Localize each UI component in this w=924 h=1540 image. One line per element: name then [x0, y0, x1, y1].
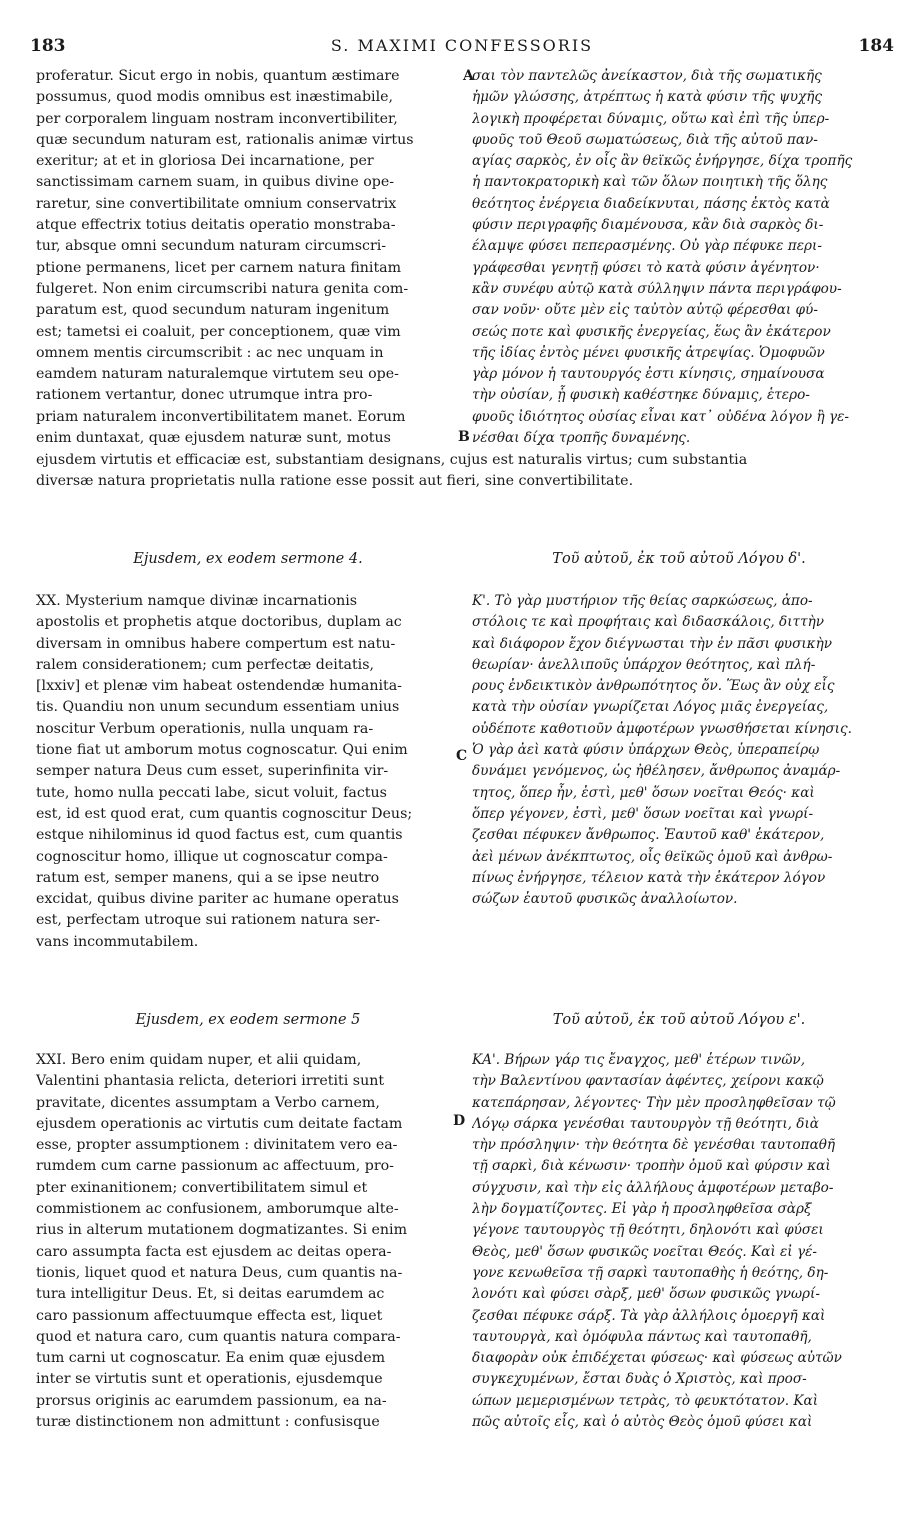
text-line: Valentini phantasia relicta, deteriori irretiti sunt	[36, 1073, 385, 1090]
text-line: τὴν οὐσίαν, ᾗ φυσικὴ καθέστηκε δύναμις, ἑτερο-	[472, 387, 810, 404]
text-line: possumus, quod modis omnibus est inæstimabile,	[36, 89, 394, 106]
text-line: ρους ἐνδεικτικὸν ἀνθρωπότητος ὄν. Ἕως ἂν οὐχ εἷς	[472, 678, 835, 695]
text-line: fulgeret. Non enim circumscribi natura genita com-	[36, 280, 409, 297]
text-line: tionis, liquet quod et natura Deus, cum quantis na-	[36, 1264, 403, 1281]
text-line: atque effectrix totius deitatis operatio monstraba-	[36, 217, 396, 234]
text-line: γονε κενωθεῖσα τῇ σαρκὶ ταυτοπαθὴς ἡ θεότης, δη-	[472, 1264, 829, 1281]
text-line: κἂν συνέφυ αὐτῷ κατὰ σύλληψιν πάντα περιγράφου-	[472, 280, 842, 297]
running-header	[30, 36, 894, 60]
text-line: τὴν Βαλεντίνου φαντασίαν ἀφέντες, χείρονι κακῷ	[472, 1073, 824, 1090]
full-width-text	[36, 450, 888, 493]
latin-column-section-1	[36, 66, 460, 449]
text-line: ralem considerationem; cum perfectæ deitatis,	[36, 656, 375, 673]
text-line: νέσθαι δίχα τροπῆς δυναμένης.	[472, 430, 691, 447]
text-line: ΚΑ'. Βήρων γάρ τις ἔναγχος, μεθ' ἑτέρων τινῶν,	[472, 1052, 806, 1068]
text-line: γέγονε ταυτουργὸς τῇ θεότητι, δηλονότι καὶ φύσει	[472, 1222, 824, 1239]
section-heading-greek-4: Τοῦ αὐτοῦ, ἐκ τοῦ αὐτοῦ Λόγου δ'.	[552, 551, 806, 567]
text-line: φυοῦς τοῦ Θεοῦ σωματώσεως, διὰ τῆς αὐτοῦ παν-	[472, 131, 818, 148]
text-line: έλαμψε φύσει πεπερασμένης. Οὐ γὰρ πέφυκε περι-	[472, 238, 822, 255]
text-line: tis. Quandiu non unum secundum essentiam unius	[36, 699, 400, 716]
text-line: tura intelligitur Deus. Et, si deitas earumdem ac	[36, 1286, 385, 1303]
latin-column-section-3	[36, 1050, 460, 1433]
text-line: XX. Mysterium namque divinæ incarnationis	[36, 593, 358, 609]
text-line: tute, homo nulla peccati labe, sicut voluit, factus	[36, 784, 387, 801]
text-line: est; tametsi ei coaluit, per conceptionem, quæ vim	[36, 323, 401, 340]
text-line: γράφεσθαι γενητῇ φύσει τὸ κατὰ φύσιν ἀγένητον·	[472, 259, 820, 276]
text-line: omnem mentis circumscribit : ac nec unquam in	[36, 344, 384, 361]
text-line: rumdem cum carne passionum ac affectuum, pro-	[36, 1158, 394, 1175]
text-line: apostolis et prophetis atque doctoribus, duplam ac	[36, 614, 402, 631]
text-line: λὴν δογματίζοντες. Εἰ γὰρ ἡ προσληφθεῖσα σὰρξ	[472, 1201, 812, 1218]
text-line: στόλοις τε καὶ προφήταις καὶ διδασκάλοις, διττὴν	[472, 614, 825, 631]
text-line: prorsus originis ac earumdem passionum, ea na-	[36, 1392, 387, 1409]
text-line: vans incommutabilem.	[36, 933, 199, 950]
text-line: est, perfectam utroque sui rationem natura ser-	[36, 912, 381, 929]
text-line: διαφορὰν οὐκ ἐπιδέχεται φύσεως· καὶ φύσεως αὐτῶν	[472, 1350, 842, 1367]
text-line: θεωρίαν· ἀνελλιποῦς ὑπάρχον θεότητος, καὶ πλή-	[472, 656, 816, 673]
text-line: θεότητος ἐνέργεια διαδείκνυται, πάσης ἐκτὸς κατὰ	[472, 195, 830, 212]
text-line: ἡ παντοκρατορικὴ καὶ τῶν ὅλων ποιητικὴ τῆς ὅλης	[472, 174, 828, 191]
text-line: ἡμῶν γλώσσης, ἀτρέπτως ἡ κατὰ φύσιν τῆς ψυχῆς	[472, 89, 822, 106]
text-line: proferatur. Sicut ergo in nobis, quantum æstimare	[36, 68, 400, 84]
text-line: αγίας σαρκὸς, ἐν οἷς ἂν θεϊκῶς ἐνήργησε, δίχα τροπῆς	[472, 153, 853, 170]
text-line: Λόγῳ σάρκα γενέσθαι ταυτουργὸν τῇ θεότητι, διὰ	[472, 1115, 819, 1132]
text-line: πίνως ἐνήργησε, τέλειον κατὰ τὴν ἑκάτερον λόγον	[472, 869, 826, 886]
text-line: ptione permanens, licet per carnem natura finitam	[36, 259, 402, 276]
text-line: τὴν πρόσληψιν· τὴν θεότητα δὲ γενέσθαι ταυτοπαθῆ	[472, 1137, 836, 1154]
text-line: Ὁ γὰρ ἀεὶ κατὰ φύσιν ὑπάρχων Θεὸς, ὑπεραπείρῳ	[472, 742, 820, 759]
text-line: tur, absque omni secundum naturam circumscri-	[36, 238, 387, 255]
text-line: tione fiat ut amborum motus cognoscatur. Qui enim	[36, 742, 408, 759]
text-line: quæ secundum naturam est, rationalis animæ virtus	[36, 131, 414, 148]
text-line: commistionem ac confusionem, amborumque alte-	[36, 1201, 399, 1218]
text-line: pter exinanitionem; convertibilitatem simul et	[36, 1179, 368, 1196]
text-line: Κ'. Τὸ γὰρ μυστήριον τῆς θείας σαρκώσεως, ἀπο-	[472, 593, 813, 609]
text-line: γὰρ μόνον ἡ ταυτουργός ἐστι κίνησις, σημαίνουσα	[472, 366, 825, 383]
text-line: σαι τὸν παντελῶς ἀνείκαστον, διὰ τῆς σωματικῆς	[472, 68, 822, 84]
text-line: ratum est, semper manens, qui a se ipse neutro	[36, 869, 380, 886]
text-line: rius in alterum mutationem dogmatizantes. Si enim	[36, 1222, 408, 1239]
text-line: raretur, sine convertibilitate omnium conservatrix	[36, 195, 397, 212]
text-line: diversam in omnibus habere compertum est natu-	[36, 635, 396, 652]
text-line: φυοῦς ἰδιότητος οὐσίας εἶναι κατ᾽ οὐδένα λόγον ἢ γε-	[472, 408, 849, 425]
text-line: ζεσθαι πέφυκεν ἄνθρωπος. Ἑαυτοῦ καθ' ἑκάτερον,	[472, 827, 825, 844]
text-line: ώπων μεμερισμένων τετρὰς, τὸ φευκτότατον. Καὶ	[472, 1392, 819, 1409]
running-title: S. MAXIMI CONFESSORIS	[330, 36, 594, 55]
text-line: tum carni ut cognoscatur. Ea enim quæ ejusdem	[36, 1350, 386, 1367]
text-line: Θεὸς, μεθ' ὅσων φυσικῶς νοεῖται Θεός. Καὶ εἰ γέ-	[472, 1243, 817, 1260]
text-line: οὐδέποτε καθοτιοῦν ἀμφοτέρων γνωσθήσεται κίνησις.	[472, 720, 852, 737]
text-line: κατεπάρησαν, λέγοντες· Τὴν μὲν προσληφθεῖσαν τῷ	[472, 1094, 836, 1111]
text-line: rationem vertantur, donec utrumque intra pro-	[36, 387, 373, 404]
text-line: σεώς ποτε καὶ φυσικῆς ἐνεργείας, ἕως ἂν ἑκάτερον	[472, 323, 831, 340]
text-line: [lxxiv] et plenæ vim habeat ostendendæ humanita-	[36, 678, 402, 695]
text-line: diversæ natura proprietatis nulla ratione esse possit aut fieri, sine convertibilitate.	[36, 473, 634, 490]
text-line: sanctissimam carnem suam, in quibus divine ope-	[36, 174, 395, 191]
text-line: pravitate, dicentes assumptam a Verbo carnem,	[36, 1094, 380, 1111]
text-line: esse, propter assumptionem : divinitatem vero ea-	[36, 1137, 398, 1154]
page-number-left: 183	[30, 36, 66, 56]
text-line: πῶς αὐτοῖς εἷς, καὶ ὁ αὐτὸς Θεὸς ὁμοῦ φύσει καὶ	[472, 1414, 813, 1431]
text-line: κατὰ τὴν οὐσίαν γνωρίζεται Λόγος μιᾶς ἐνεργείας,	[472, 699, 829, 716]
text-line: priam naturalem inconvertibilitatem manet. Eorum	[36, 408, 406, 425]
text-line: eamdem naturam naturalemque virtutem seu ope-	[36, 366, 399, 383]
greek-column-section-2	[472, 591, 886, 910]
section-heading-greek-5: Τοῦ αὐτοῦ, ἐκ τοῦ αὐτοῦ Λόγου ε'.	[552, 1012, 806, 1028]
margin-marker-c: C	[456, 748, 468, 764]
text-line: turæ distinctionem non admittunt : confusisque	[36, 1414, 380, 1431]
text-line: τῇ σαρκὶ, διὰ κένωσιν· τροπὴν ὁμοῦ καὶ φύρσιν καὶ	[472, 1158, 831, 1175]
text-line: συγκεχυμένων, ἔσται δυὰς ὁ Χριστὸς, καὶ προσ-	[472, 1371, 807, 1388]
text-line: καὶ διάφορον ἔχον διέγνωσται τὴν ἐν πᾶσι φυσικὴν	[472, 635, 833, 652]
text-line: σώζων ἑαυτοῦ φυσικῶς ἀναλλοίωτον.	[472, 891, 738, 908]
text-line: ejusdem virtutis et efficaciæ est, substantiam designans, cujus est naturalis virtus; cum substantia	[36, 452, 748, 468]
text-line: ζεσθαι πέφυκε σάρξ. Τὰ γὰρ ἀλλήλοις ὁμοεργῆ καὶ	[472, 1307, 826, 1324]
text-line: ταυτουργὰ, καὶ ὁμόφυλα πάντως καὶ ταυτοπαθῆ,	[472, 1328, 812, 1345]
text-line: ejusdem operationis ac virtutis cum deitate factam	[36, 1115, 403, 1132]
text-line: paratum est, quod secundum naturam ingenitum	[36, 302, 390, 319]
text-line: per corporalem linguam nostram inconvertibiliter,	[36, 110, 398, 127]
text-line: λογικὴ προφέρεται δύναμις, οὕτω καὶ ἐπὶ τῆς ὑπερ-	[472, 110, 830, 127]
text-line: exeritur; at et in gloriosa Dei incarnatione, per	[36, 153, 374, 170]
text-line: ὅπερ γέγονεν, ἐστὶ, μεθ' ὅσων νοεῖται καὶ γνωρί-	[472, 805, 814, 822]
section-heading-latin-5: Ejusdem, ex eodem sermone 5	[135, 1012, 361, 1028]
margin-marker-b: B	[458, 429, 470, 445]
latin-column-section-2	[36, 591, 460, 953]
text-line: ἀεὶ μένων ἀνέκπτωτος, οἷς θεϊκῶς ὁμοῦ καὶ ἀνθρω-	[472, 848, 833, 865]
text-line: φύσιν περιγραφῆς διαμένουσα, κἂν διὰ σαρκὸς δι-	[472, 217, 824, 234]
text-line: estque nihilominus id quod factus est, cum quantis	[36, 827, 403, 844]
text-line: τῆς ἰδίας ἐντὸς μένει φυσικῆς ἀτρεψίας. Ὁμοφυῶν	[472, 344, 825, 361]
text-line: λονότι καὶ φύσει σὰρξ, μεθ' ὅσων φυσικῶς γνωρί-	[472, 1286, 820, 1303]
text-line: est, id est quod erat, cum quantis cognoscitur Deus;	[36, 805, 413, 822]
page-number-right: 184	[858, 36, 894, 56]
text-line: caro assumpta facta est ejusdem ac deitas opera-	[36, 1243, 392, 1260]
text-line: quod et natura caro, cum quantis natura compara-	[36, 1328, 401, 1345]
text-line: noscitur Verbum operationis, nulla unquam ra-	[36, 720, 374, 737]
text-line: τητος, ὅπερ ἦν, ἐστὶ, μεθ' ὅσων νοεῖται Θεός· καὶ	[472, 784, 815, 801]
greek-column-section-3	[472, 1050, 886, 1433]
text-line: cognoscitur homo, illique ut cognoscatur compa-	[36, 848, 388, 865]
text-line: semper natura Deus cum esset, superinfinita vir-	[36, 763, 389, 780]
text-line: enim duntaxat, quæ ejusdem naturæ sunt, motus	[36, 430, 391, 447]
greek-column-section-1	[472, 66, 886, 449]
text-line: σαν νοῦν· οὔτε μὲν εἰς ταὐτὸν αὐτῷ φέρεσθαι φύ-	[472, 302, 818, 319]
text-line: excidat, quibus divine pariter ac humane operatus	[36, 891, 399, 908]
section-heading-latin-4: Ejusdem, ex eodem sermone 4.	[133, 551, 363, 567]
margin-marker-d: D	[453, 1113, 466, 1129]
text-line: XXI. Bero enim quidam nuper, et alii quidam,	[36, 1052, 362, 1068]
text-line: δυνάμει γενόμενος, ὡς ἠθέλησεν, ἄνθρωπος ἀναμάρ-	[472, 763, 841, 780]
text-line: inter se virtutis sunt et operationis, ejusdemque	[36, 1371, 383, 1388]
text-line: σύγχυσιν, καὶ τὴν εἰς ἀλλήλους ἀμφοτέρων μεταβο-	[472, 1179, 834, 1196]
margin-marker-a: A	[463, 68, 474, 84]
text-line: caro passionum affectuumque effecta est, liquet	[36, 1307, 383, 1324]
